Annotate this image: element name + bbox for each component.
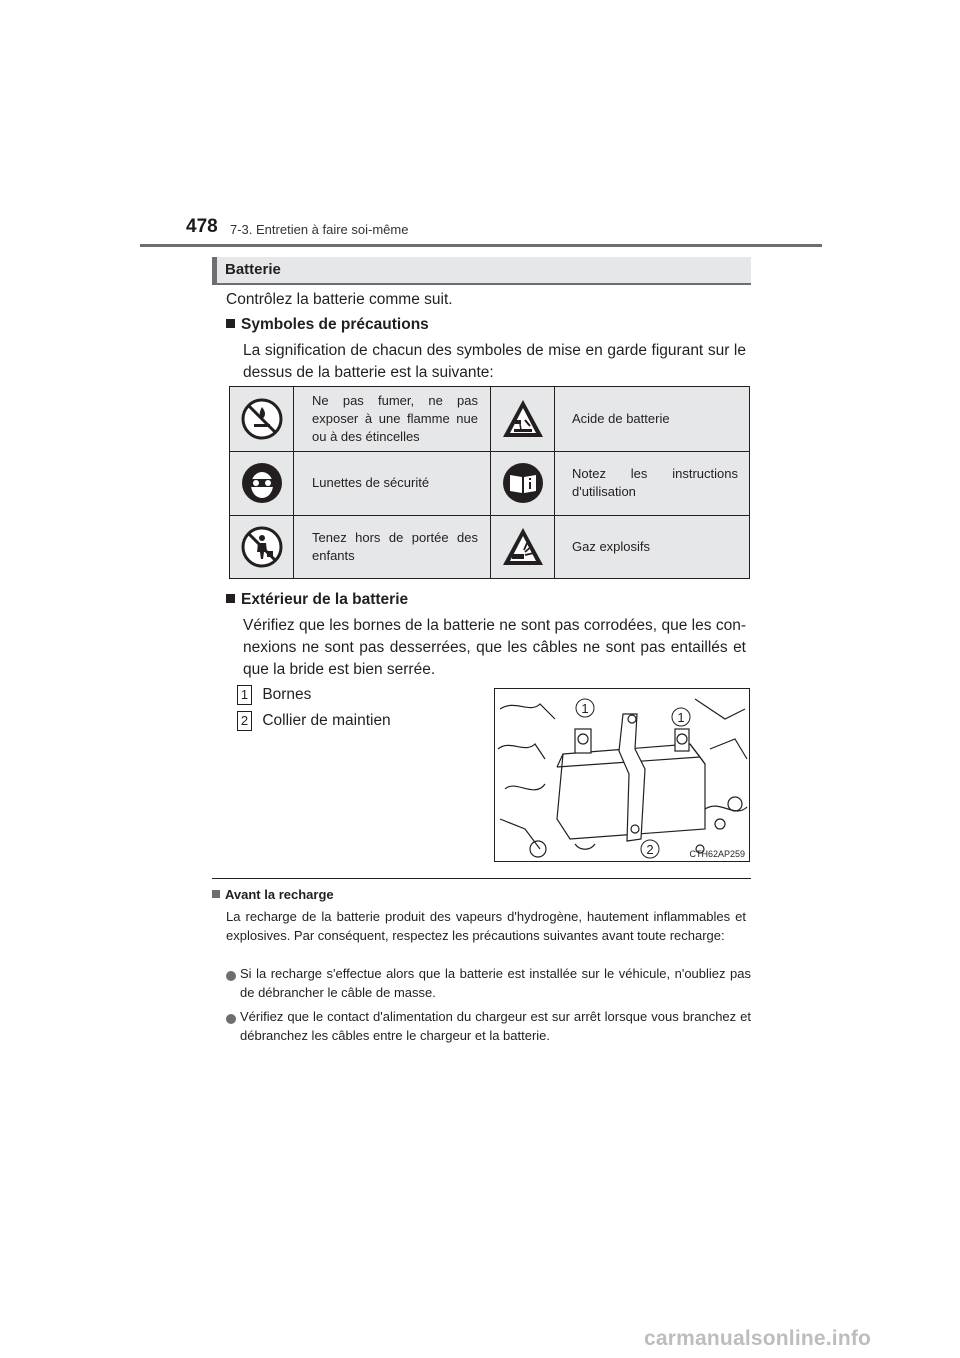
callout-number: 1 xyxy=(581,701,589,716)
section-accent xyxy=(212,257,217,283)
symbols-heading-text: Symboles de précautions xyxy=(241,316,429,333)
symbols-row xyxy=(230,515,749,578)
symbols-description: La signification de chacun des symboles de mise en garde figurant sur le dessus de la batterie est la suivante: xyxy=(243,342,746,381)
bullet-dot-icon xyxy=(226,968,236,986)
callout-number: 2 xyxy=(646,842,654,857)
legend-label: Bornes xyxy=(262,686,312,703)
watermark: carmanualsonline.info xyxy=(644,1327,872,1350)
symbol-label xyxy=(312,387,488,451)
symbol-label xyxy=(572,515,748,578)
no-smoking-flame-icon xyxy=(230,387,294,451)
symbol-label-text: Lunettes de sécurité xyxy=(312,475,430,490)
symbol-label xyxy=(572,451,748,515)
square-bullet-icon xyxy=(212,890,220,898)
section-title: Batterie xyxy=(225,261,281,278)
exterior-line: nexions ne sont pas desserrées, que les câbles ne sont pas entaillés et xyxy=(243,639,746,656)
figure-code: CTH62AP259 xyxy=(689,849,745,859)
charging-heading-text: Avant la recharge xyxy=(225,887,334,902)
exterior-heading xyxy=(226,591,408,609)
section-heading-bar xyxy=(212,257,751,285)
symbol-label xyxy=(572,387,748,451)
symbols-table xyxy=(229,386,750,579)
charging-intro: La recharge de la batterie produit des vapeurs d'hydrogène, hautement inflammables et explosives. Par conséquent, respectez les précautions suivantes avant toute recharge: xyxy=(226,909,746,943)
header-divider xyxy=(140,244,822,247)
legend-item-bornes xyxy=(237,684,311,706)
safety-goggles-icon xyxy=(230,451,294,515)
square-bullet-icon xyxy=(226,319,235,328)
symbol-label-text: Gaz explosifs xyxy=(572,538,651,554)
legend-label: Collier de maintien xyxy=(262,712,391,729)
exterior-line: que la bride est bien serrée. xyxy=(243,661,436,678)
legend-item-collier xyxy=(237,710,391,732)
explosive-gas-icon xyxy=(491,515,555,578)
symbols-heading xyxy=(226,316,429,334)
symbol-label-text: Tenez hors de portée des enfants xyxy=(312,529,478,563)
symbols-row xyxy=(230,387,749,452)
symbol-label-text: Acide de batterie xyxy=(572,411,670,426)
symbol-label-text: Notez les instructions d'utilisation xyxy=(572,466,738,499)
charging-bullet: Si la recharge s'effectue alors que la batterie est installée sur le véhicule, n'oubliez pas de débrancher le câble de masse. xyxy=(240,966,751,1000)
bullet-dot-icon xyxy=(226,1011,236,1029)
page-number: 478 xyxy=(186,216,218,237)
number-marker: 1 xyxy=(237,685,252,705)
square-bullet-icon xyxy=(226,594,235,603)
symbol-label xyxy=(312,515,488,578)
number-marker: 2 xyxy=(237,711,252,731)
chapter-title: 7-3. Entretien à faire soi-même xyxy=(230,222,409,237)
exterior-heading-text: Extérieur de la batterie xyxy=(241,591,409,608)
charging-bullet: Vérifiez que le contact d'alimentation du chargeur est sur arrêt lorsque vous branchez et débranchez les câbles entre le chargeur et la batterie. xyxy=(240,1009,751,1043)
battery-illustration xyxy=(494,688,750,862)
instructions-book-icon xyxy=(491,451,555,515)
exterior-description xyxy=(243,615,746,681)
callout-number: 1 xyxy=(677,710,685,725)
section-intro: Contrôlez la batterie comme suit. xyxy=(226,291,453,308)
keep-away-children-icon xyxy=(230,515,294,578)
notes-divider xyxy=(212,878,751,879)
symbols-row xyxy=(230,451,749,516)
symbol-label xyxy=(312,451,488,515)
exterior-line: Vérifiez que les bornes de la batterie ne sont pas corrodées, que les con- xyxy=(243,617,746,634)
charging-heading xyxy=(212,887,334,902)
battery-acid-icon xyxy=(491,387,555,451)
symbol-label-text: Ne pas fumer, ne pas exposer à une flamme nue ou à des étincelles xyxy=(312,393,478,444)
